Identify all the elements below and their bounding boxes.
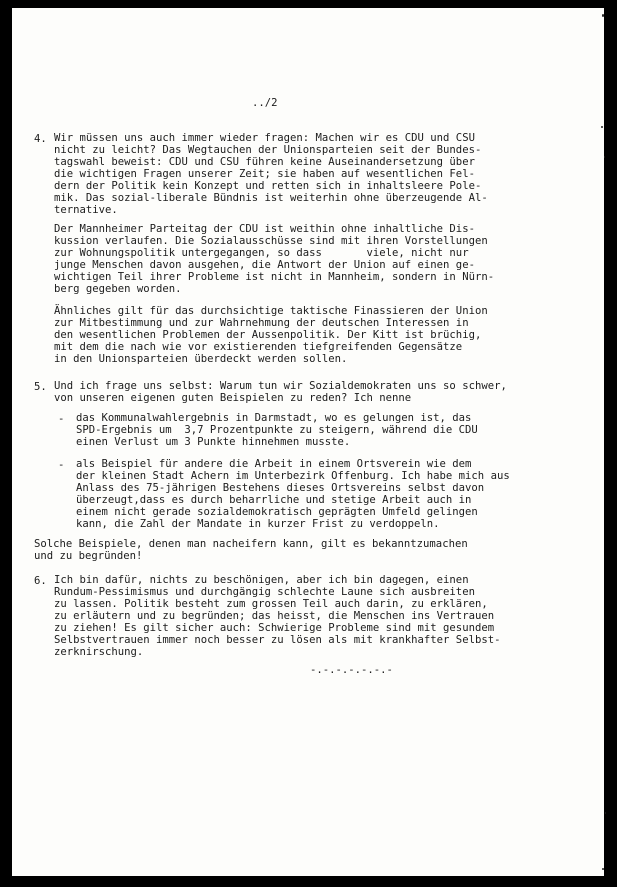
text-line: Anlass des 75-jährigen Bestehens dieses Ortsvereins selbst davon <box>76 482 485 494</box>
text-line: die wichtigen Fragen unserer Zeit; sie haben auf wesentlichen Fel- <box>54 168 475 180</box>
text-line: berg gegeben worden. <box>54 283 182 295</box>
page-reference: ../2 <box>252 97 278 109</box>
text-line: zu lassen. Politik besteht zum grossen Teil auch darin, zu erklären, <box>54 598 488 610</box>
text-line: zu ziehen! Es gilt sicher auch: Schwierige Probleme sind mit gesundem <box>54 622 495 634</box>
text-line: Rundum-Pessimismus und durchgängig schlechte Laune sich ausbreiten <box>54 586 475 598</box>
scan-speck <box>602 14 604 17</box>
text-line: kann, die Zahl der Mandate in kurzer Frist zu verdoppeln. <box>76 518 440 530</box>
text-line: als Beispiel für andere die Arbeit in einem Ortsverein wie dem <box>76 458 472 470</box>
text-line: Der Mannheimer Parteitag der CDU ist weithin ohne inhaltliche Dis- <box>54 223 475 235</box>
text-line: tagswahl beweist: CDU und CSU führen keine Auseinandersetzung über <box>54 156 475 168</box>
text-line: und zu begründen! <box>34 550 143 562</box>
text-line: Ich bin dafür, nichts zu beschönigen, aber ich bin dagegen, einen <box>54 574 469 586</box>
document-page <box>12 8 604 876</box>
bullet-dash: - <box>58 413 65 425</box>
text-line: Ähnliches gilt für das durchsichtige taktische Finassieren der Union <box>54 305 488 317</box>
text-line: junge Menschen davon ausgehen, die Antwort der Union auf einen ge- <box>54 259 475 271</box>
scan-speck <box>601 126 603 128</box>
item-6-number: 6. <box>34 575 47 587</box>
text-line: einem nicht gerade sozialdemokratisch geprägten Umfeld gelingen <box>76 506 478 518</box>
scan-speck <box>602 868 604 870</box>
text-line: in den Unionsparteien überdeckt werden sollen. <box>54 353 348 365</box>
text-line: Und ich frage uns selbst: Warum tun wir Sozialdemokraten uns so schwer, <box>54 380 507 392</box>
scan-speck <box>605 812 606 814</box>
text-line: mik. Das sozial-liberale Bündnis ist weiterhin ohne überzeugende Al- <box>54 192 488 204</box>
text-line: Solche Beispiele, denen man nacheifern kann, gilt es bekanntzumachen <box>34 538 468 550</box>
closing-mark: -.-.-.-.-.-.- <box>310 664 393 676</box>
text-line: überzeugt,dass es durch beharrliche und stetige Arbeit auch in <box>76 494 472 506</box>
item-4-number: 4. <box>34 133 47 145</box>
text-line: der kleinen Stadt Achern im Unterbezirk Offenburg. Ich habe mich aus <box>76 470 510 482</box>
bullet-dash: - <box>58 459 65 471</box>
text-line: wichtigen Teil ihrer Probleme ist nicht in Mannheim, sondern in Nürn- <box>54 271 495 283</box>
scan-speck <box>604 156 605 158</box>
text-line: einen Verlust um 3 Punkte hinnehmen musste. <box>76 436 351 448</box>
text-line: Wir müssen uns auch immer wieder fragen: Machen wir es CDU und CSU <box>54 132 475 144</box>
text-line: nicht zu leicht? Das Wegtauchen der Unionsparteien seit der Bundes- <box>54 144 482 156</box>
text-line: das Kommunalwahlergebnis in Darmstadt, wo es gelungen ist, das <box>76 412 472 424</box>
text-line: zu erläutern und zu begründen; das heisst, die Menschen ins Vertrauen <box>54 610 495 622</box>
text-line: SPD-Ergebnis um 3,7 Prozentpunkte zu steigern, während die CDU <box>76 424 478 436</box>
text-line: zur Wohnungspolitik untergegangen, so dass viele, nicht nur <box>54 247 469 259</box>
text-line: ternative. <box>54 204 118 216</box>
text-line: zur Mitbestimmung und zur Wahrnehmung der deutschen Interessen in <box>54 317 469 329</box>
text-line: dern der Politik kein Konzept und retten sich in inhaltsleere Pole- <box>54 180 482 192</box>
text-line: Selbstvertrauen immer noch besser zu lösen als mit krankhafter Selbst- <box>54 634 501 646</box>
text-line: zerknirschung. <box>54 646 144 658</box>
text-line: kussion verlaufen. Die Sozialausschüsse sind mit ihren Vorstellungen <box>54 235 488 247</box>
item-5-number: 5. <box>34 381 47 393</box>
text-line: mit dem die nach wie vor existierenden tiefgreifenden Gegensätze <box>54 341 463 353</box>
text-line: von unseren eigenen guten Beispielen zu reden? Ich nenne <box>54 392 412 404</box>
text-line: den wesentlichen Problemen der Aussenpolitik. Der Kitt ist brüchig, <box>54 329 482 341</box>
